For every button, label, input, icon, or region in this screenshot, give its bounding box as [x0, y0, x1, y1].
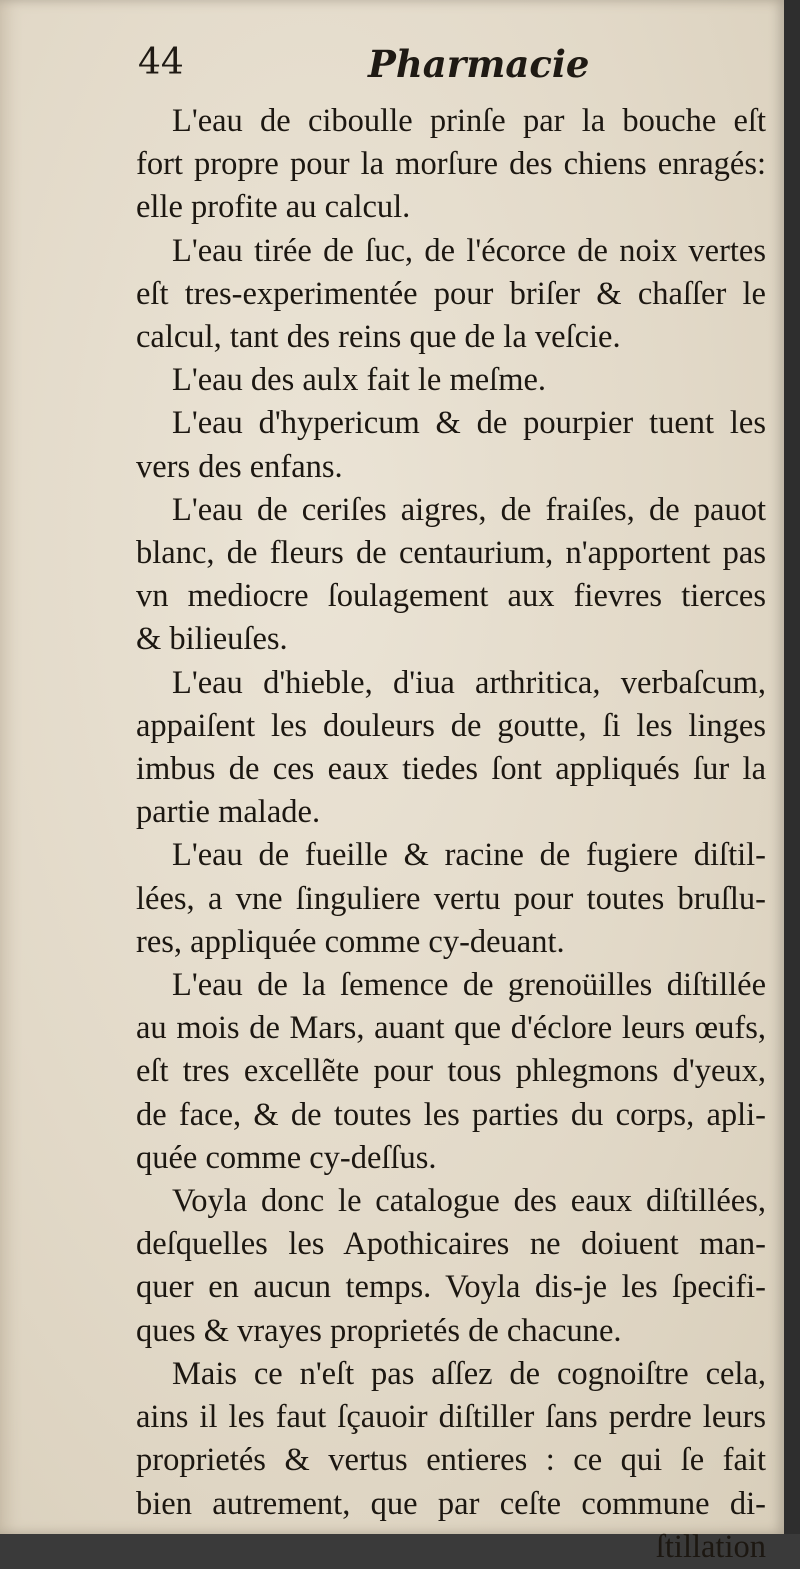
- text-line: deſquelles les Apothicaires ne doiuent man-: [136, 1226, 766, 1263]
- text-line: & bilieuſes.: [136, 621, 288, 658]
- text-line: L'eau d'hypericum & de pourpier tuent les: [172, 405, 766, 442]
- text-line: Voyla donc le catalogue des eaux diſtillées,: [172, 1183, 766, 1220]
- text-line: partie malade.: [136, 794, 321, 831]
- text-line: vn mediocre ſoulagement aux fievres tierces: [136, 578, 766, 615]
- page-number: 44: [138, 42, 184, 83]
- text-line: L'eau des aulx fait le meſme.: [172, 362, 547, 399]
- text-line: eſt tres excellẽte pour tous phlegmons d'yeux,: [136, 1053, 766, 1090]
- text-line: ques & vrayes proprietés de chacune.: [136, 1312, 622, 1349]
- text-line: imbus de ces eaux tiedes ſont appliqués ſur la: [136, 751, 766, 788]
- text-line: L'eau de la ſemence de grenoüilles diſtillée: [172, 967, 766, 1004]
- text-line: L'eau de ceriſes aigres, de fraiſes, de pauot: [172, 491, 766, 528]
- text-line: L'eau de fueille & racine de fugiere diſtil-: [172, 837, 766, 874]
- text-line: Mais ce n'eſt pas aſſez de cognoiſtre cela,: [172, 1355, 766, 1392]
- page-header: [138, 42, 758, 92]
- text-line: proprietés & vertus entieres : ce qui ſe fait: [136, 1442, 766, 1479]
- text-line: vers des enfans.: [136, 448, 343, 485]
- text-line: appaiſent les douleurs de goutte, ſi les linges: [136, 707, 766, 744]
- text-line: blanc, de fleurs de centaurium, n'apportent pas: [136, 535, 766, 572]
- text-line: res, appliquée comme cy-deuant.: [136, 923, 565, 960]
- text-line: fort propre pour la morſure des chiens enragés:: [136, 146, 766, 183]
- text-line: lées, a vne ſinguliere vertu pour toutes bruſlu-: [136, 880, 766, 917]
- running-title: Pharmacie: [368, 42, 590, 86]
- text-line: eſt tres-experimentée pour briſer & chaſſer le: [136, 275, 766, 312]
- catchword: ſtillation: [655, 1528, 766, 1565]
- text-line: quer en aucun temps. Voyla dis-je les ſpecifi-: [136, 1269, 766, 1306]
- text-line: de face, & de toutes les parties du corps, apli-: [136, 1096, 766, 1133]
- text-line: L'eau tirée de ſuc, de l'écorce de noix vertes: [172, 232, 766, 269]
- text-line: L'eau d'hieble, d'iua arthritica, verbaſcum,: [172, 664, 766, 701]
- text-line: au mois de Mars, auant que d'éclore leurs œufs,: [136, 1010, 766, 1047]
- text-line: calcul, tant des reins que de la veſcie.: [136, 319, 621, 356]
- text-line: ains il les faut ſçauoir diſtiller ſans perdre leurs: [136, 1399, 766, 1436]
- body-text: [136, 100, 766, 1569]
- text-line: L'eau de ciboulle prinſe par la bouche eſt: [172, 103, 766, 139]
- text-line: bien autrement, que par ceſte commune di-: [136, 1485, 766, 1522]
- text-line: quée comme cy-deſſus.: [136, 1139, 437, 1176]
- text-line: elle profite au calcul.: [136, 189, 411, 226]
- page-edge: [784, 0, 800, 1534]
